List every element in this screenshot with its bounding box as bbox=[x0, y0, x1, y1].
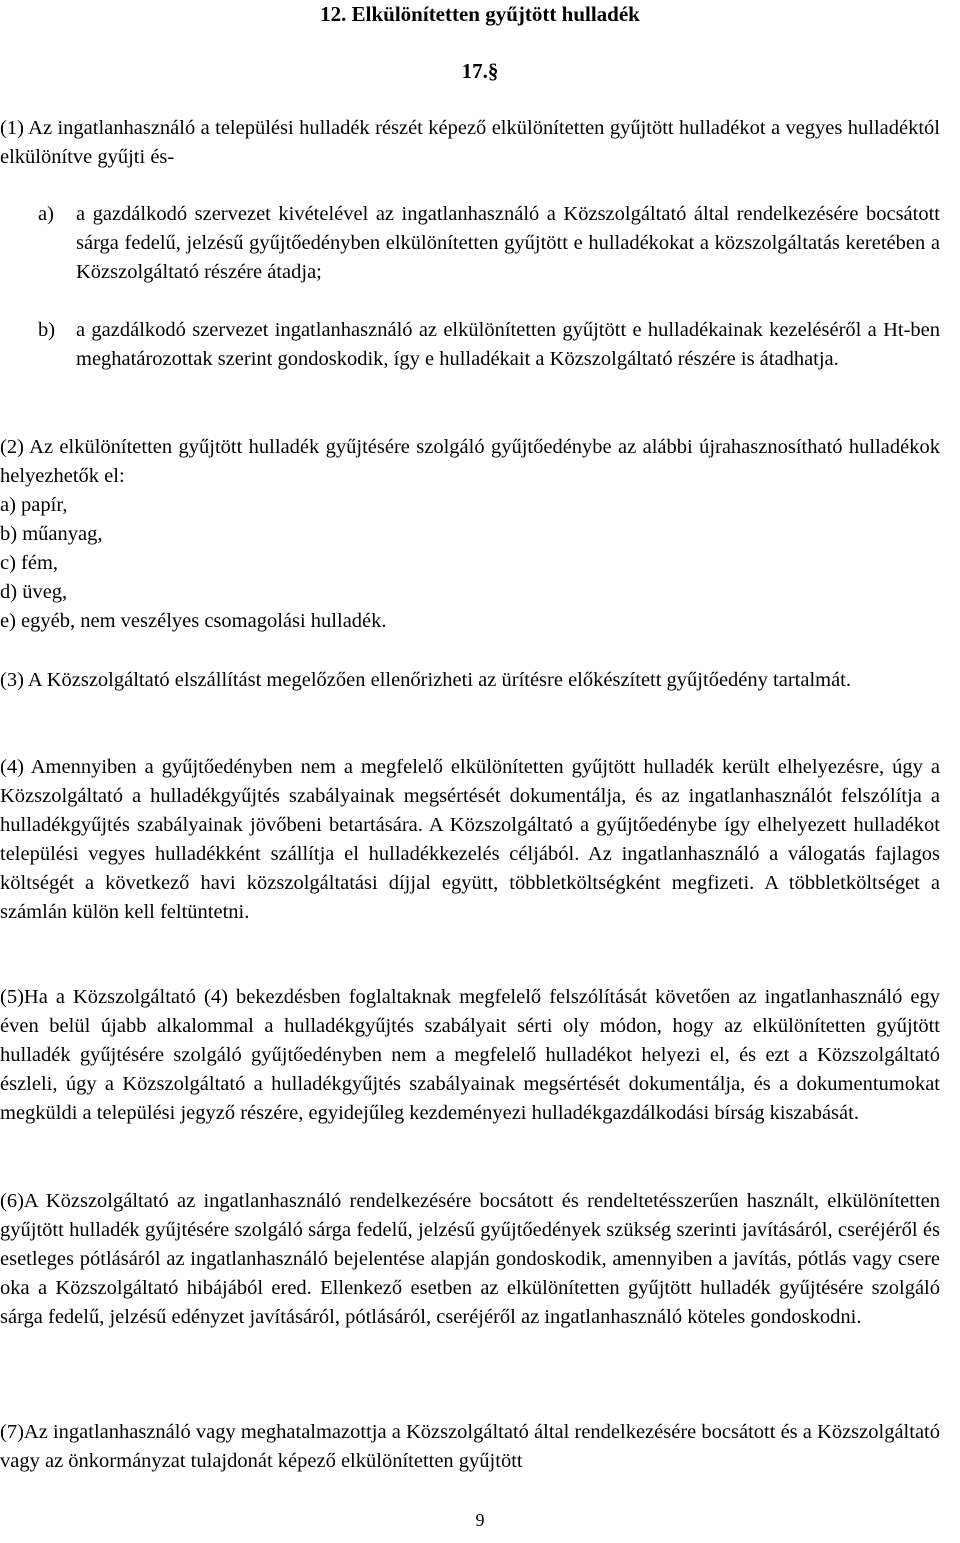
paragraph-2-intro: (2) Az elkülönítetten gyűjtött hulladék gyűjtésére szolgáló gyűjtőedénybe az alábbi újrahasznosítható hulladékok helyezhetők el: bbox=[0, 436, 940, 487]
paragraph-1-item-b bbox=[0, 316, 940, 374]
page-number: 9 bbox=[475, 1510, 485, 1530]
list-item: d) üveg, bbox=[0, 581, 68, 603]
list-item: b) műanyag, bbox=[0, 523, 103, 545]
item-text: a gazdálkodó szervezet kivételével az ingatlanhasználó a Közszolgáltató által rendelkezésére bocsátott sárga fedelű, jelzésű gyűjtőedényben elkülönítetten gyűjtött e hulladékokat a közszolgáltatás keretében a Közszolgáltató részére átadja; bbox=[76, 203, 940, 283]
list-item: e) egyéb, nem veszélyes csomagolási hulladék. bbox=[0, 610, 387, 632]
section-number: 17.§ bbox=[461, 59, 499, 83]
list-item: c) fém, bbox=[0, 552, 59, 574]
paragraph-1-item-a bbox=[0, 200, 940, 287]
list-item: a) papír, bbox=[0, 494, 68, 516]
paragraph-3: (3) A Közszolgáltató elszállítást megelőzően ellenőrizheti az ürítésre előkészített gyűjtőedény tartalmát. bbox=[0, 669, 852, 691]
paragraph-7: (7)Az ingatlanhasználó vagy meghatalmazottja a Közszolgáltató által rendelkezésére bocsátott és a Közszolgáltató vagy az önkormányzat tulajdonát képező elkülönítetten gyűjtött bbox=[0, 1421, 940, 1472]
paragraph-4: (4) Amennyiben a gyűjtőedényben nem a megfelelő elkülönítetten gyűjtött hulladék került elhelyezésre, úgy a Közszolgáltató a hulladékgyűjtés szabályainak megsértését dokumentálja, és az ingatlanhasználót felszólítja a hulladékgyűjtés szabályainak jövőbeni betartására. A Közszolgáltató a gyűjtőedénybe így elhelyezett hulladékot települési vegyes hulladékként szállítja el hulladékkezelés céljából. Az ingatlanhasználó a válogatás fajlagos költségét a következő havi közszolgáltatási díjjal együtt, többletköltségként megfizeti. A többletköltséget a számlán külön kell feltüntetni. bbox=[0, 756, 940, 923]
paragraph-1-intro: (1) Az ingatlanhasználó a települési hulladék részét képező elkülönítetten gyűjtött hulladékot a vegyes hulladéktól elkülönítve gyűjti és- bbox=[0, 117, 940, 168]
paragraph-5: (5)Ha a Közszolgáltató (4) bekezdésben foglaltaknak megfelelő felszólítását követően az ingatlanhasználó egy éven belül újabb alkalommal a hulladékgyűjtés szabályait sérti oly módon, hogy az elkülönítetten gyűjtött hulladék gyűjtésére szolgáló gyűjtőedényben nem a megfelelő hulladékot helyezi el, és ezt a Közszolgáltató észleli, úgy a Közszolgáltató a hulladékgyűjtés szabályainak megsértését dokumentálja, és a dokumentumokat megküldi a települési jegyző részére, egyidejűleg kezdeményezi hulladékgazdálkodási bírság kiszabását. bbox=[0, 986, 940, 1124]
item-label: a) bbox=[38, 203, 54, 225]
item-label: b) bbox=[38, 319, 56, 341]
paragraph-6: (6)A Közszolgáltató az ingatlanhasználó rendelkezésére bocsátott és rendeltetésszerűen használt, elkülönítetten gyűjtött hulladék gyűjtésére szolgáló sárga fedelű, jelzésű gyűjtőedények szükség szerinti javításáról, cseréjéről és esetleges pótlásáról az ingatlanhasználó bejelentése alapján gondoskodik, amennyiben a javítás, pótlás vagy csere oka a Közszolgáltató hibájából ered. Ellenkező esetben az elkülönítetten gyűjtött hulladék gyűjtésére szolgáló sárga fedelű, jelzésű edényzet javításáról, pótlásáról, cseréjéről az ingatlanhasználó köteles gondoskodni. bbox=[0, 1190, 940, 1328]
item-text: a gazdálkodó szervezet ingatlanhasználó az elkülönítetten gyűjtött e hulladékainak kezeléséről a Ht-ben meghatározottak szerint gondoskodik, így e hulladékait a Közszolgáltató részére is átadhatja. bbox=[76, 319, 940, 370]
page-title: 12. Elkülönítetten gyűjtött hulladék bbox=[320, 2, 640, 26]
recyclable-list bbox=[0, 491, 387, 636]
